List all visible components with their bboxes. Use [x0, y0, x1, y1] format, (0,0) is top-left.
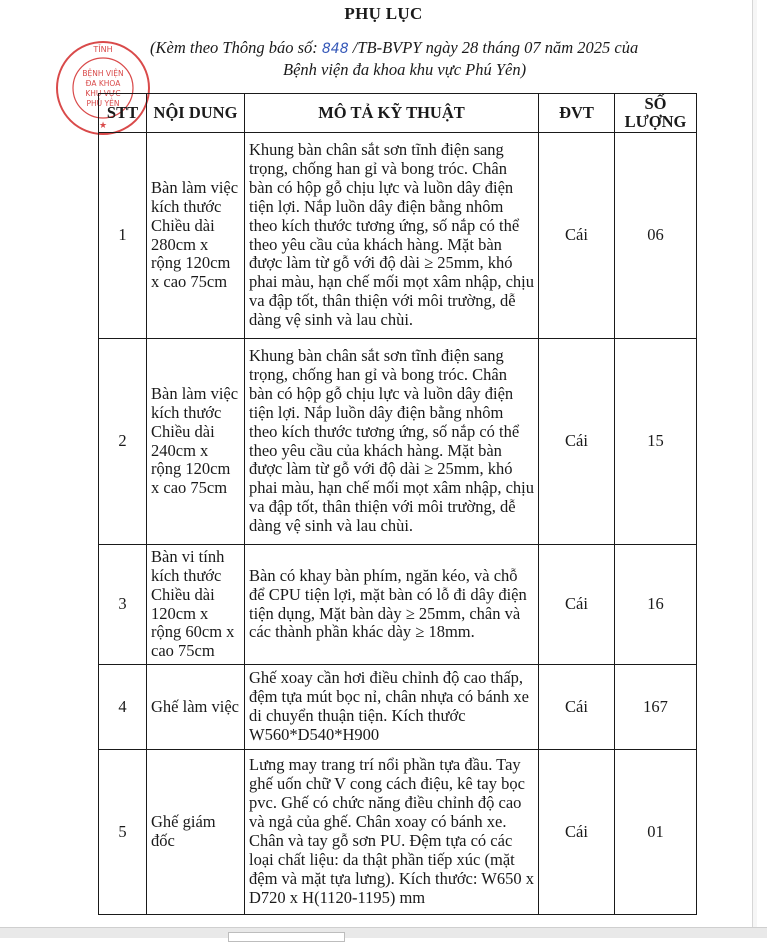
- cell-so-luong: 01: [615, 750, 697, 915]
- header-stt: STT: [99, 94, 147, 133]
- cell-dvt: Cái: [539, 665, 615, 750]
- cell-stt: 2: [99, 339, 147, 545]
- table-row: [99, 545, 697, 665]
- cell-so-luong: 167: [615, 665, 697, 750]
- cell-stt: 5: [99, 750, 147, 915]
- table-row: [99, 339, 697, 545]
- header-so-luong: [615, 94, 697, 133]
- header-so-luong-line2: LƯỢNG: [624, 112, 687, 131]
- cell-so-luong: 15: [615, 339, 697, 545]
- cell-dvt: Cái: [539, 545, 615, 665]
- page-title: PHỤ LỤC: [344, 4, 423, 23]
- table-row: [99, 665, 697, 750]
- cell-mo-ta: Ghế xoay cần hơi điều chỉnh độ cao thấp, đệm tựa mút bọc nỉ, chân nhựa có bánh xe di chuyển thuận tiện. Kích thước W560*D540*H900: [245, 665, 539, 750]
- cell-noi-dung: Bàn vi tính kích thước Chiều dài 120cm x rộng 60cm x cao 75cm: [147, 545, 245, 665]
- cell-noi-dung: Ghế làm việc: [147, 665, 245, 750]
- table-header-row: [99, 94, 697, 133]
- subtitle-line-2: Bệnh viện đa khoa khu vực Phú Yên): [283, 60, 527, 79]
- stamp-line-4: PHÚ YÊN: [86, 99, 120, 108]
- notice-number: 848: [321, 41, 349, 57]
- cell-stt: 1: [99, 133, 147, 339]
- equipment-table: [98, 93, 697, 915]
- cell-stt: 3: [99, 545, 147, 665]
- viewer-bottom-bar: [0, 927, 767, 938]
- cell-stt: 4: [99, 665, 147, 750]
- subtitle-line-1: [150, 38, 638, 58]
- cell-mo-ta: Khung bàn chân sắt sơn tĩnh điện sang trọng, chống han gỉ và bong tróc. Chân bàn có hộp gỗ chịu lực và luồn dây điện tiện lợi. Nắp luồn dây điện bằng nhôm theo kích thước tương ứng, số nắp có thể theo yêu cầu của khách hàng. Mặt bàn được làm từ gỗ với độ dài ≥ 25mm, khó phai màu, hạn chế mối mọt xâm nhập, chịu va đập tốt, thân thiện với môi trường, dễ dàng vệ sinh và lau chùi.: [245, 339, 539, 545]
- cell-mo-ta: Lưng may trang trí nổi phần tựa đầu. Tay ghế uốn chữ V cong cách điệu, kê tay bọc pvc. Ghế có chức năng điều chỉnh độ cao và ngả của ghế. Chân xoay có bánh xe. Chân và tay gỗ sơn PU. Đệm tựa có các loại chất liệu: da thật phần tiếp xúc (mặt đệm và mặt tựa lưng). Kích thước: W650 x D720 x H(1120-1195) mm: [245, 750, 539, 915]
- stamp-line-1: BỆNH VIỆN: [82, 69, 124, 78]
- stamp-line-2: ĐA KHOA: [85, 79, 121, 88]
- cell-dvt: Cái: [539, 339, 615, 545]
- header-noi-dung: NỘI DUNG: [147, 94, 245, 133]
- cell-dvt: Cái: [539, 750, 615, 915]
- stamp-top-text: TỈNH: [93, 45, 113, 54]
- stamp-line-3: KHU VỰC: [85, 89, 121, 98]
- table-row: [99, 750, 697, 915]
- cell-noi-dung: Bàn làm việc kích thước Chiều dài 280cm x rộng 120cm x cao 75cm: [147, 133, 245, 339]
- cell-so-luong: 06: [615, 133, 697, 339]
- header-mo-ta: MÔ TẢ KỸ THUẬT: [245, 94, 539, 133]
- cell-noi-dung: Bàn làm việc kích thước Chiều dài 240cm x rộng 120cm x cao 75cm: [147, 339, 245, 545]
- subtitle-suffix: /TB-BVPY ngày 28 tháng 07 năm 2025 của: [348, 38, 639, 57]
- vertical-scrollbar[interactable]: [752, 0, 757, 927]
- stamp-star-icon: ★: [98, 120, 108, 130]
- header-dvt: ĐVT: [539, 94, 615, 133]
- cell-noi-dung: Ghế giám đốc: [147, 750, 245, 915]
- subtitle-prefix: (Kèm theo Thông báo số:: [150, 38, 322, 57]
- cell-mo-ta: Khung bàn chân sắt sơn tĩnh điện sang trọng, chống han gỉ và bong tróc. Chân bàn có hộp gỗ chịu lực và luồn dây điện tiện lợi. Nắp luồn dây điện bằng nhôm theo kích thước tương ứng, số nắp có thể theo yêu cầu của khách hàng. Mặt bàn được làm từ gỗ với độ dài ≥ 25mm, khó phai màu, hạn chế mối mọt xâm nhập, chịu va đập tốt, thân thiện với môi trường, dễ dàng vệ sinh và lau chùi.: [245, 133, 539, 339]
- header-so-luong-line1: SỐ: [644, 93, 667, 113]
- cell-so-luong: 16: [615, 545, 697, 665]
- page-input[interactable]: [228, 932, 345, 942]
- cell-mo-ta: Bàn có khay bàn phím, ngăn kéo, và chỗ để CPU tiện lợi, mặt bàn có lỗ đi dây điện tiện dụng, Mặt bàn dày ≥ 25mm, chân và các thành phần khác dày ≥ 18mm.: [245, 545, 539, 665]
- table-row: [99, 133, 697, 339]
- cell-dvt: Cái: [539, 133, 615, 339]
